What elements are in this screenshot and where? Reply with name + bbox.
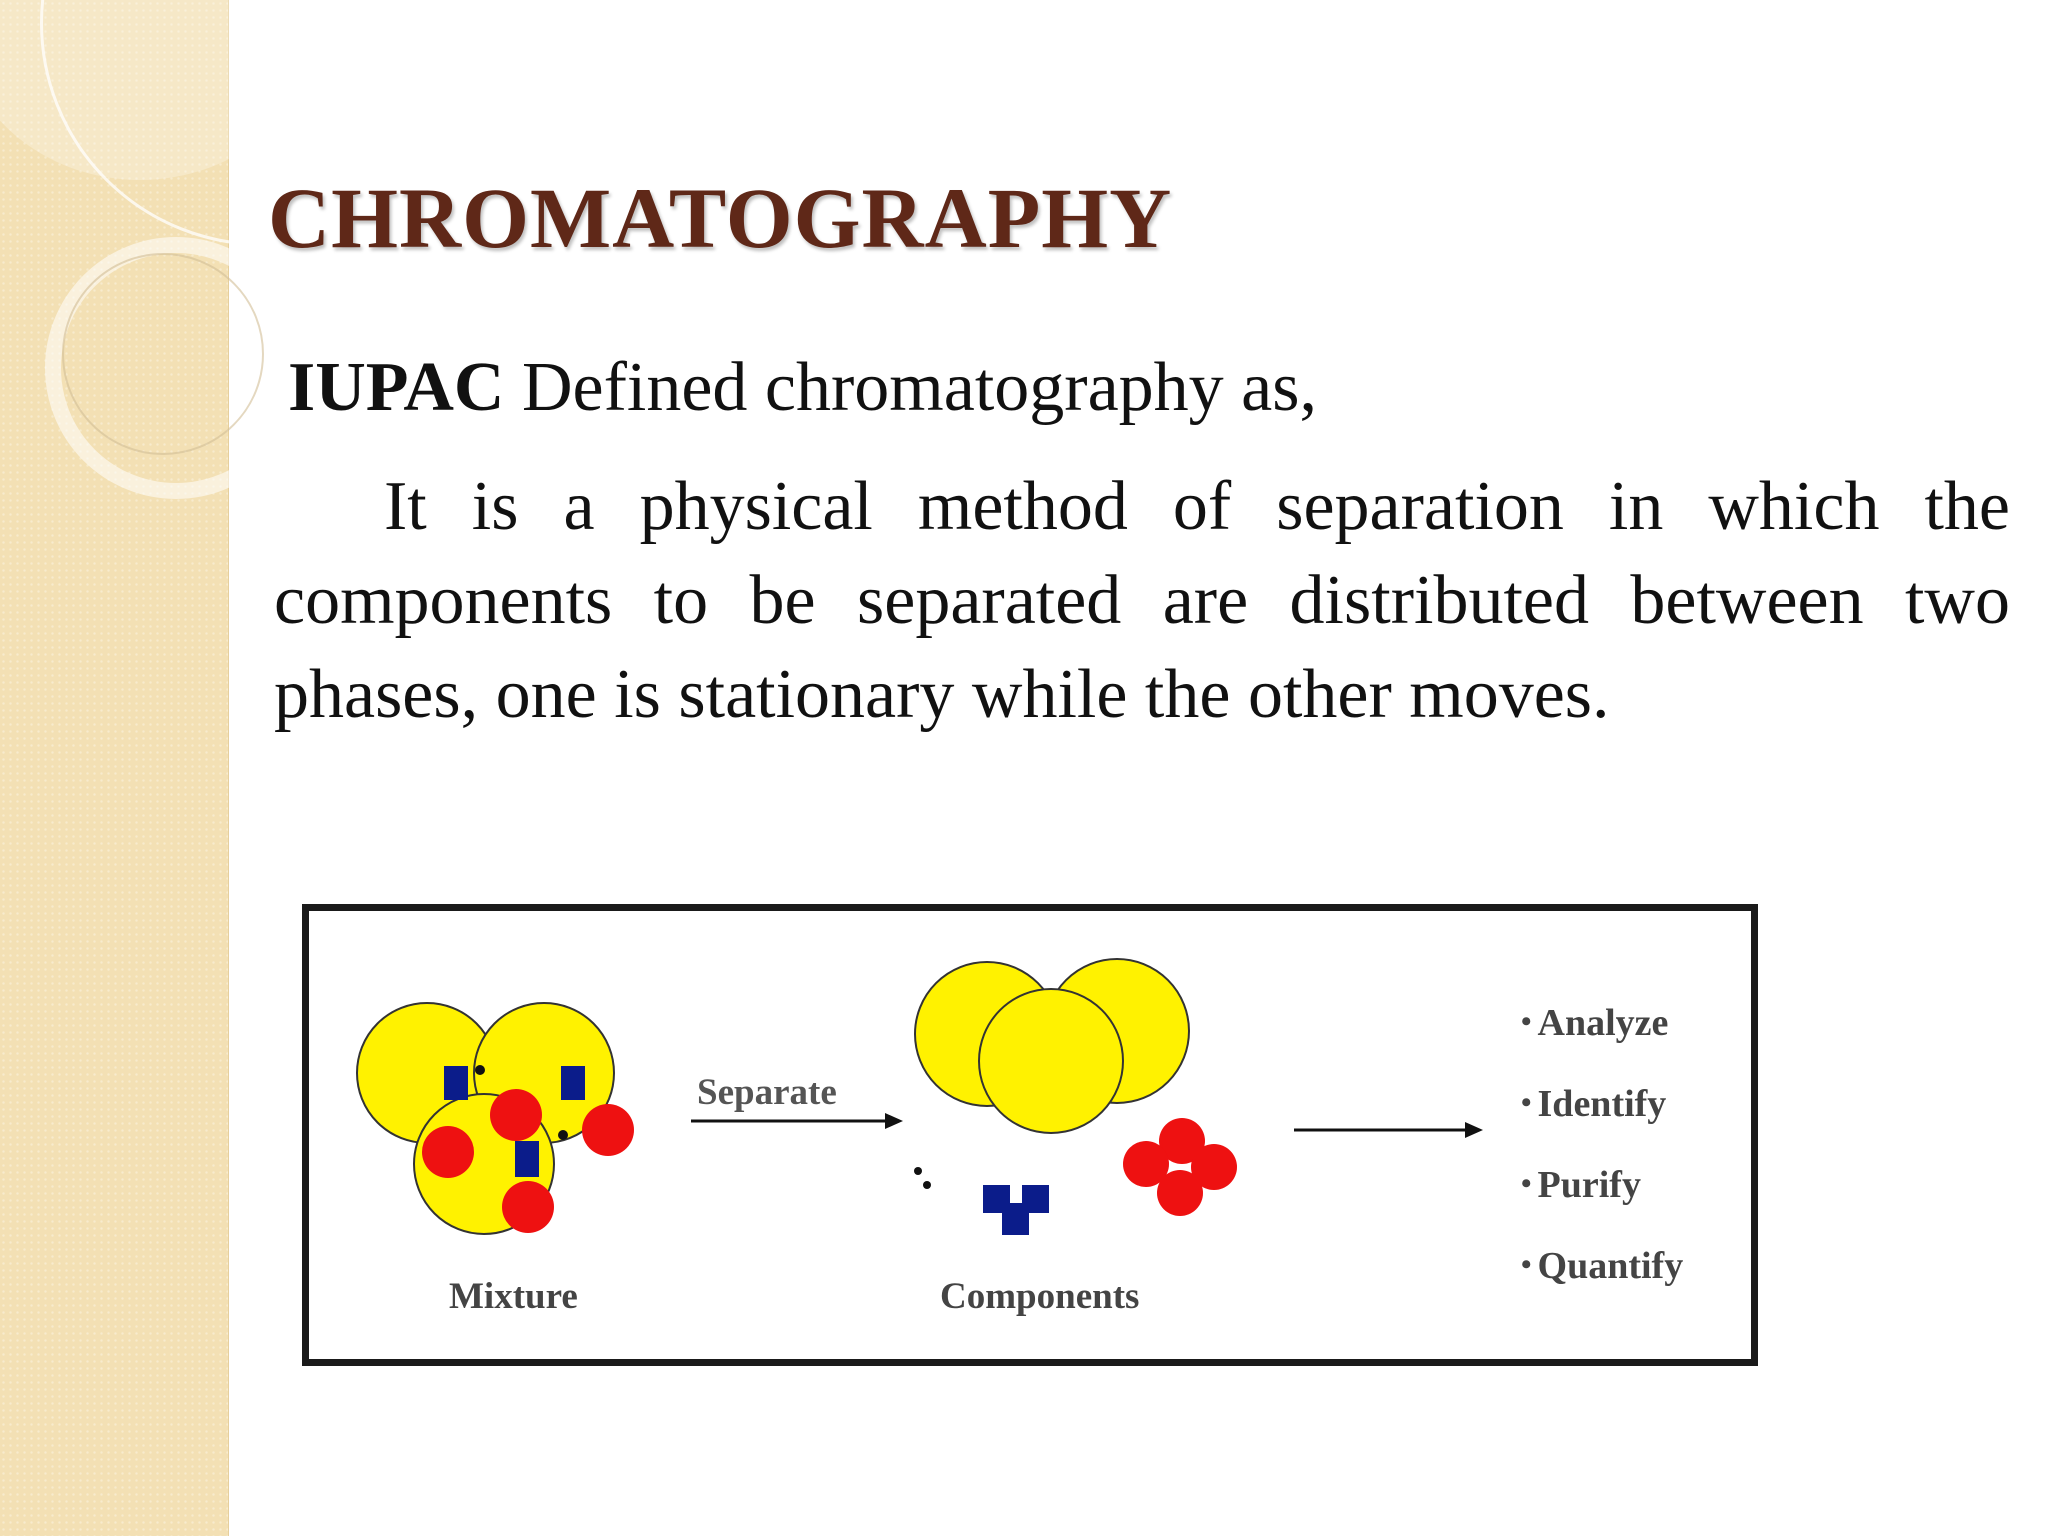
uses-list-item: [1521, 1244, 1683, 1325]
sidebar-ring-inner: [62, 253, 264, 455]
bullet-icon: •: [1521, 1005, 1532, 1038]
mixture-black-dot: [475, 1065, 485, 1075]
mixture-black-dot: [558, 1130, 568, 1140]
mixture-blue-block: [515, 1141, 539, 1177]
use-label: Quantify: [1537, 1245, 1684, 1287]
uses-list-item: [1521, 1001, 1683, 1082]
decorative-sidebar: [0, 0, 229, 1536]
use-label: Identify: [1537, 1083, 1667, 1125]
component-yellow-circle: [979, 989, 1123, 1133]
mixture-red-ball: [422, 1126, 474, 1178]
separate-arrow-head: [885, 1113, 903, 1129]
separate-arrow: [691, 1113, 903, 1129]
definition-paragraph: It is a physical method of separation in which the components to be separated are distributed between two phases, one is stationary while the other moves.: [274, 468, 2010, 733]
intro-line: [288, 348, 1317, 428]
mixture-blue-block: [561, 1066, 585, 1100]
component-black-dot: [923, 1181, 931, 1189]
bullet-icon: •: [1521, 1086, 1532, 1119]
separate-label: Separate: [697, 1072, 837, 1113]
component-red-cluster: [1123, 1118, 1237, 1216]
intro-text: Defined chromatography as,: [504, 349, 1317, 426]
intro-acronym: IUPAC: [288, 349, 505, 426]
outcome-arrow: [1294, 1122, 1483, 1138]
uses-list: [1521, 1001, 1683, 1325]
components-label: Components: [940, 1276, 1140, 1317]
mixture-blue-block: [444, 1066, 468, 1100]
mixture-label: Mixture: [449, 1276, 578, 1317]
mixture-red-ball: [502, 1181, 554, 1233]
mixture-graphic: [357, 1003, 634, 1234]
mixture-red-ball: [490, 1089, 542, 1141]
slide-title: CHROMATOGRAPHY: [268, 170, 1173, 266]
component-blue-blocks: [983, 1185, 1049, 1235]
separation-diagram: [302, 904, 1758, 1366]
uses-list-item: [1521, 1082, 1683, 1163]
outcome-arrow-head: [1465, 1122, 1483, 1138]
uses-list-item: [1521, 1163, 1683, 1244]
use-label: Purify: [1537, 1164, 1641, 1206]
component-red-ball: [1157, 1170, 1203, 1216]
bullet-icon: •: [1521, 1248, 1532, 1281]
component-blue-block: [1002, 1203, 1029, 1235]
use-label: Analyze: [1537, 1002, 1669, 1044]
components-graphic: [914, 959, 1237, 1235]
bullet-icon: •: [1521, 1167, 1532, 1200]
mixture-red-ball: [582, 1104, 634, 1156]
component-black-dot: [914, 1167, 922, 1175]
